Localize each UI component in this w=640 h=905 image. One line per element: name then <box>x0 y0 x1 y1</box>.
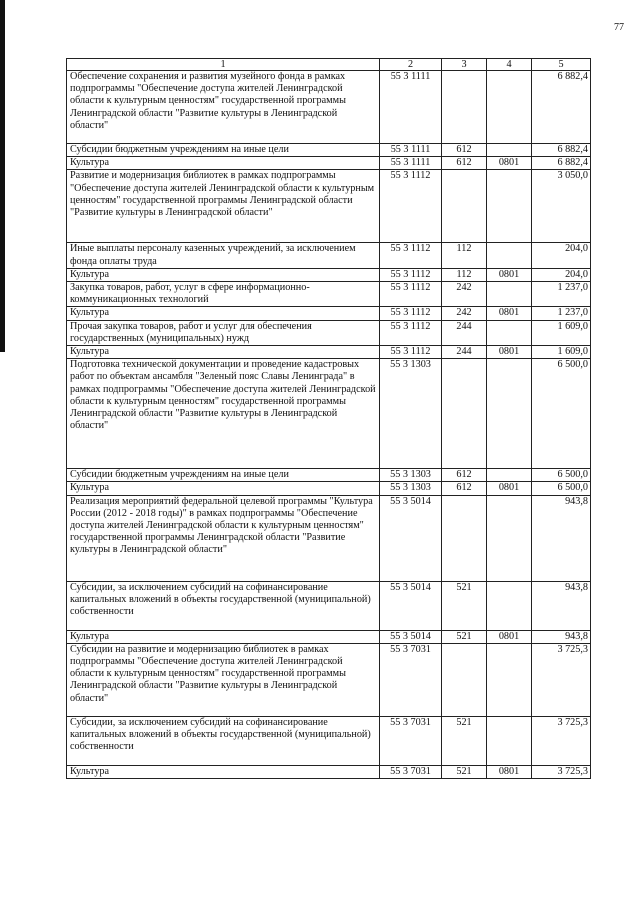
cell-expense-type: 521 <box>442 581 487 630</box>
table-row <box>67 170 591 243</box>
cell-amount: 1 609,0 <box>532 346 591 359</box>
cell-section <box>487 144 532 157</box>
cell-expense-type <box>442 170 487 243</box>
cell-target-article: 55 3 1112 <box>380 346 442 359</box>
cell-amount: 1 609,0 <box>532 320 591 345</box>
table-row <box>67 307 591 320</box>
cell-amount: 943,8 <box>532 630 591 643</box>
cell-expense-type: 244 <box>442 346 487 359</box>
cell-section <box>487 320 532 345</box>
cell-name: Культура <box>67 765 380 778</box>
cell-target-article: 55 3 1112 <box>380 282 442 307</box>
cell-expense-type: 521 <box>442 630 487 643</box>
cell-amount: 1 237,0 <box>532 307 591 320</box>
cell-name: Закупка товаров, работ, услуг в сфере информационно-коммуникационных технологий <box>67 282 380 307</box>
table-row <box>67 71 591 144</box>
cell-name: Реализация мероприятий федеральной целевой программы "Культура России (2012 - 2018 годы)" в рамках подпрограммы "Обеспечение доступа жителей Ленинградской области к культурным ценностям" государственной программы Ленинградской области "Развитие культуры в Ленинградской области" <box>67 495 380 581</box>
page-number: 77 <box>614 22 624 33</box>
table-row <box>67 282 591 307</box>
cell-amount: 204,0 <box>532 243 591 268</box>
cell-section <box>487 643 532 716</box>
cell-name: Культура <box>67 268 380 281</box>
cell-name: Культура <box>67 307 380 320</box>
cell-name: Развитие и модернизация библиотек в рамках подпрограммы "Обеспечение доступа жителей Ленинградской области к культурным ценностям" государственной программы Ленинградской области "Развитие культуры в Ленинградской области" <box>67 170 380 243</box>
cell-target-article: 55 3 1111 <box>380 71 442 144</box>
cell-section <box>487 359 532 469</box>
cell-name: Культура <box>67 482 380 495</box>
cell-amount: 204,0 <box>532 268 591 281</box>
cell-target-article: 55 3 7031 <box>380 716 442 765</box>
cell-name: Подготовка технической документации и проведение кадастровых работ по объектам ансамбля "Зеленый пояс Славы Ленинграда" в рамках подпрограммы "Обеспечение доступа жителей Ленинградской области к культурным ценностям" государственной программы Ленинградской области "Развитие культуры в Ленинградской области" <box>67 359 380 469</box>
cell-section <box>487 469 532 482</box>
table-row <box>67 482 591 495</box>
cell-section: 0801 <box>487 765 532 778</box>
header-col-3: 3 <box>442 59 487 71</box>
cell-amount: 6 500,0 <box>532 482 591 495</box>
cell-target-article: 55 3 7031 <box>380 765 442 778</box>
table-row <box>67 765 591 778</box>
cell-name: Культура <box>67 346 380 359</box>
cell-target-article: 55 3 1303 <box>380 359 442 469</box>
cell-amount: 3 725,3 <box>532 716 591 765</box>
cell-amount: 6 500,0 <box>532 469 591 482</box>
cell-target-article: 55 3 1303 <box>380 469 442 482</box>
cell-section: 0801 <box>487 307 532 320</box>
cell-expense-type: 521 <box>442 716 487 765</box>
cell-name: Субсидии, за исключением субсидий на софинансирование капитальных вложений в объекты государственной (муниципальной) собственности <box>67 716 380 765</box>
header-col-5: 5 <box>532 59 591 71</box>
scan-edge-bar <box>0 0 5 352</box>
cell-target-article: 55 3 1111 <box>380 144 442 157</box>
table-row <box>67 243 591 268</box>
table-row <box>67 268 591 281</box>
table-row <box>67 320 591 345</box>
table-row <box>67 157 591 170</box>
cell-expense-type: 612 <box>442 157 487 170</box>
cell-target-article: 55 3 1112 <box>380 268 442 281</box>
cell-section: 0801 <box>487 630 532 643</box>
cell-amount: 3 725,3 <box>532 765 591 778</box>
table-row <box>67 630 591 643</box>
table-row <box>67 346 591 359</box>
cell-expense-type <box>442 359 487 469</box>
cell-expense-type: 242 <box>442 307 487 320</box>
cell-target-article: 55 3 5014 <box>380 495 442 581</box>
cell-amount: 1 237,0 <box>532 282 591 307</box>
table-row <box>67 144 591 157</box>
cell-amount: 3 725,3 <box>532 643 591 716</box>
table-row <box>67 716 591 765</box>
cell-name: Субсидии бюджетным учреждениям на иные цели <box>67 144 380 157</box>
cell-target-article: 55 3 1112 <box>380 243 442 268</box>
cell-section: 0801 <box>487 268 532 281</box>
cell-expense-type: 242 <box>442 282 487 307</box>
cell-expense-type: 112 <box>442 268 487 281</box>
cell-expense-type <box>442 643 487 716</box>
cell-target-article: 55 3 1112 <box>380 307 442 320</box>
cell-section <box>487 716 532 765</box>
table-row <box>67 581 591 630</box>
cell-target-article: 55 3 1111 <box>380 157 442 170</box>
cell-section <box>487 243 532 268</box>
cell-section <box>487 71 532 144</box>
cell-expense-type: 612 <box>442 469 487 482</box>
cell-name: Субсидии на развитие и модернизацию библиотек в рамках подпрограммы "Обеспечение доступа жителей Ленинградской области к культурным ценностям" государственной программы Ленинградской области "Развитие культуры в Ленинградской области" <box>67 643 380 716</box>
cell-target-article: 55 3 1112 <box>380 170 442 243</box>
table-row <box>67 359 591 469</box>
cell-target-article: 55 3 5014 <box>380 581 442 630</box>
cell-section <box>487 282 532 307</box>
cell-expense-type: 244 <box>442 320 487 345</box>
cell-target-article: 55 3 1303 <box>380 482 442 495</box>
table-body <box>67 71 591 779</box>
header-row <box>67 59 591 71</box>
cell-section <box>487 495 532 581</box>
cell-name: Прочая закупка товаров, работ и услуг для обеспечения государственных (муниципальных) нужд <box>67 320 380 345</box>
cell-name: Культура <box>67 630 380 643</box>
cell-section <box>487 581 532 630</box>
cell-amount: 943,8 <box>532 581 591 630</box>
cell-amount: 6 500,0 <box>532 359 591 469</box>
header-col-2: 2 <box>380 59 442 71</box>
cell-section <box>487 170 532 243</box>
cell-expense-type: 612 <box>442 144 487 157</box>
cell-amount: 6 882,4 <box>532 71 591 144</box>
cell-name: Иные выплаты персоналу казенных учреждений, за исключением фонда оплаты труда <box>67 243 380 268</box>
cell-section: 0801 <box>487 346 532 359</box>
cell-expense-type: 112 <box>442 243 487 268</box>
budget-table <box>66 58 591 779</box>
table-row <box>67 469 591 482</box>
cell-target-article: 55 3 7031 <box>380 643 442 716</box>
cell-section: 0801 <box>487 482 532 495</box>
cell-expense-type <box>442 71 487 144</box>
cell-name: Культура <box>67 157 380 170</box>
cell-name: Субсидии бюджетным учреждениям на иные цели <box>67 469 380 482</box>
cell-amount: 6 882,4 <box>532 157 591 170</box>
cell-target-article: 55 3 5014 <box>380 630 442 643</box>
cell-amount: 6 882,4 <box>532 144 591 157</box>
cell-amount: 943,8 <box>532 495 591 581</box>
table-row <box>67 643 591 716</box>
cell-expense-type <box>442 495 487 581</box>
table-header <box>67 59 591 71</box>
cell-name: Обеспечение сохранения и развития музейного фонда в рамках подпрограммы "Обеспечение доступа жителей Ленинградской области к культурным ценностям" государственной программы Ленинградской области "Развитие культуры в Ленинградской области" <box>67 71 380 144</box>
cell-section: 0801 <box>487 157 532 170</box>
header-col-4: 4 <box>487 59 532 71</box>
cell-name: Субсидии, за исключением субсидий на софинансирование капитальных вложений в объекты государственной (муниципальной) собственности <box>67 581 380 630</box>
table-row <box>67 495 591 581</box>
cell-target-article: 55 3 1112 <box>380 320 442 345</box>
cell-expense-type: 521 <box>442 765 487 778</box>
header-col-1: 1 <box>67 59 380 71</box>
cell-amount: 3 050,0 <box>532 170 591 243</box>
cell-expense-type: 612 <box>442 482 487 495</box>
